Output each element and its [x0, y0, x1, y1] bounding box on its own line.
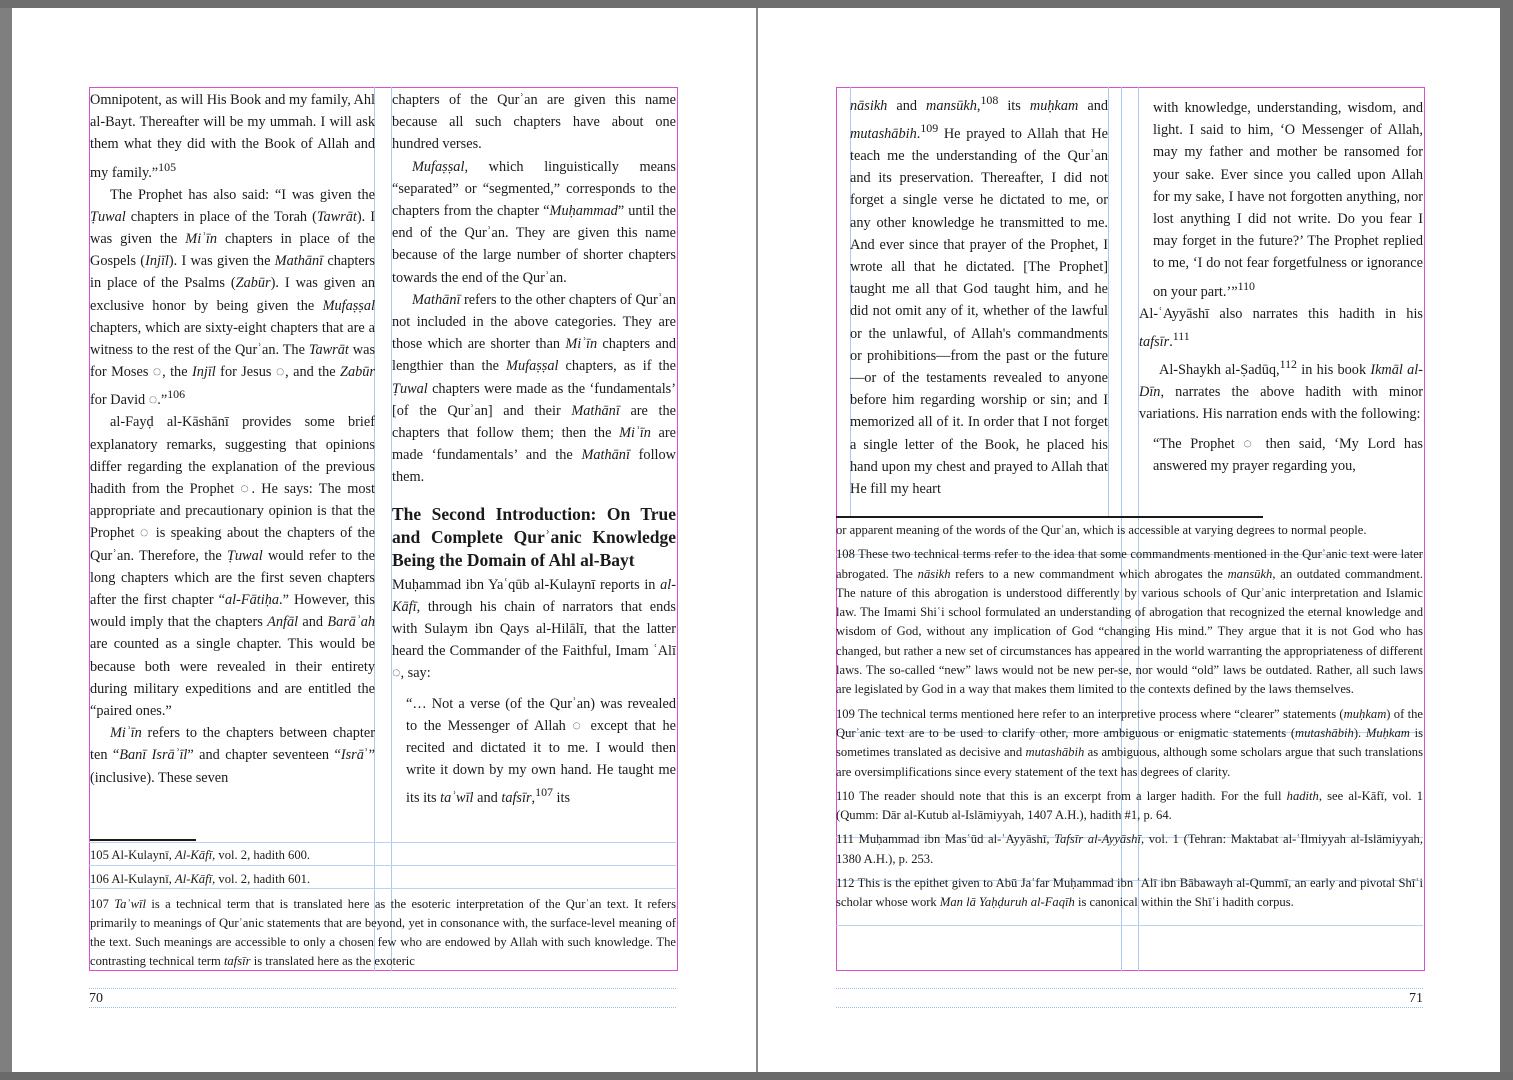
page-right: [758, 8, 1500, 1072]
page-number: 70: [89, 991, 103, 1006]
footnote: 109 The technical terms mentioned here refer to an interpretive process where “clearer” statements (muḥkam) of the Qurʾanic text are to be used to clarify other, more ambiguous or enigmatic statements (mutashābih). Muḥkam is sometimes translated as decisive and mutashābih as ambiguous, although some scholars argue that such translations are oversimplifications since every statement of the text has degrees of clarity.: [836, 706, 1423, 779]
section-heading: The Second Introduction: On True and Complete Qurʾanic Knowledge Being the Domain of Ahl al-Bayt: [392, 503, 676, 570]
footnote: 108 These two technical terms refer to the idea that some commandments mentioned in the Qurʾanic text were later abrogated. The nāsikh refers to a new commandment which abrogates the mansūkh, an outdated commandment. The nature of this abrogation is understood differently by various schools of Qurʾanic interpretation and Islamic law. The Imami Shiʿi school formulated an understanding of abrogation that recognized the eternal knowledge and wisdom of God, without any implication of God “changing His mind.” They argue that it is not God who has changed, but rather a new set of circumstances has appeared in the world warranting the appropriateness of different laws. The so-called “new” laws would not be new per-se, nor would “old” laws be outdated. Rather, all such laws are legislated by God in a way that makes them limited to the contexts defined by the laws themselves.: [836, 547, 1423, 697]
window-top-bar: [0, 0, 1513, 8]
footnote: 107 Taʾwīl is a technical term that is translated here as the esoteric interpretation of the Qurʾan text. It refers primarily to meanings of Qurʾanic statements that are beyond, yet in consonance with, the surface-level meaning of the text. Such meanings are accessible to only a chosen few who are endowed by Allah with such knowledge. The contrasting technical term tafsīr is translated here as the exoteric: [90, 896, 676, 969]
block-quote: with knowledge, understanding, wisdom, and light. I said to him, ‘O Messenger of Allah, may my father and mother be ransomed for your sake. Ever since you called upon Allah for my sake, I have not forgotten anything, nor lost anything I did not write. Do you fear I may forget in the future?’ The Prophet replied to me, ‘I do not fear forgetfulness or ignorance on your part.’”$^{110}$: [1153, 100, 1423, 300]
footnote: or apparent meaning of the words of the Qurʾan, which is accessible at varying degrees to normal people.: [836, 523, 1367, 537]
footnotes-right: [836, 521, 1423, 970]
page-number: 71: [1409, 991, 1423, 1006]
left-column-2: [392, 89, 676, 834]
status-bar: [0, 1072, 1513, 1080]
page-left: [12, 8, 756, 1072]
footnote: 110 The reader should note that this is an excerpt from a larger hadith. For the full hadith, see al-Kāfī, vol. 1 (Qumm: Dār al-Kutub al-Islāmiyyah, 1407 A.H.), hadith #1, p. 64.: [836, 788, 1423, 823]
paragraph: Omnipotent, as will His Book and my family, Ahl al-Bayt. Thereafter will be my ummah. I will ask them what they did with the Book of Allah and my family.”$^{105}$: [90, 92, 375, 181]
footnote: 106 Al-Kulaynī, Al-Kāfī, vol. 2, hadith 601.: [90, 872, 311, 887]
paragraph: Al-Shaykh al-Ṣadūq,$^{112}$ in his book Ikmāl al-Dīn, narrates the above hadith with minor variations. His narration ends with the following:: [1139, 356, 1423, 422]
paragraph: nāsikh and mansūkh,$^{108}$ its muḥkam and mutashābih.$^{109}$ He prayed to Allah that He teach me the understanding of the Qurʾan and its preservation. Thereafter, I did not forget a single verse he dictated to me, or any other knowledge he transmitted to me. And ever since that prayer of the Prophet, I wrote all that he dictated. [The Prophet] taught me all that God taught him, and he did not omit any of it, whether of the lawful or the unlawful, of Allah's commandments or prohibitions—from the past or the future—or of the testaments revealed to anyone before him regarding worship or sin; and I memorized all of it. In order that I not forget a single letter of the Book, he placed his hand upon my chest and prayed to Allah that He fill my heart: [850, 93, 1108, 497]
paragraph: Mathānī refers to the other chapters of Qurʾan not included in the above categories. They are those which are shorter than Miʾīn chapters and lengthier than the Mufaṣṣal chapters, as if the Ṭuwal chapters were made as the ‘fundamentals’ [of the Qurʾan] and their Mathānī are the chapters that follow them; then the Miʾīn are made ‘fundamentals’ and the Mathānī follow them.: [392, 291, 676, 486]
footnote: 105 Al-Kulaynī, Al-Kāfī, vol. 2, hadith 600.: [90, 848, 311, 862]
paragraph: Al-ʿAyyāshī also narrates this hadith in his tafsīr.$^{111}$: [1139, 305, 1423, 350]
paragraph: Muḥammad ibn Yaʿqūb al-Kulaynī reports in al-Kāfī, through his chain of narrators that ends with Sulaym ibn Qays al-Hilālī, that the latter heard the Commander of the Faithful, Imam ʿAlī ◌, say:: [392, 576, 676, 682]
block-quote: “… Not a verse (of the Qurʾan) was revealed to the Messenger of Allah ◌ except that he recited and dictated it to me. I would then write it down by my own hand. He taught me its its taʾwīl and tafsīr,$^{107}$ its: [406, 695, 676, 807]
folio-right: [836, 988, 1423, 1008]
baseline-guide: [89, 842, 676, 843]
folio-left: [89, 988, 676, 1008]
footnote: 111 Muḥammad ibn Masʿūd al-ʿAyyāshī, Tafsīr al-Ayyāshī, vol. 1 (Tehran: Maktabat al-ʿIlmiyyah al-Islāmiyyah, 1380 A.H.), p. 253.: [836, 832, 1423, 866]
pasteboard-edge: [1500, 8, 1513, 1072]
footnote-separator: [836, 516, 1263, 518]
footnote-separator: [90, 839, 196, 841]
right-column-2: [1139, 89, 1423, 514]
paragraph: Mufaṣṣal, which linguistically means “separated” or “segmented,” corresponds to the chapters from the chapter “Muḥammad” until the end of the Qurʾan. They are given this name because of the large number of shorter chapters towards the end of the Qurʾan.: [392, 158, 676, 286]
block-quote: “The Prophet ◌ then said, ‘My Lord has answered my prayer regarding you,: [1153, 436, 1423, 475]
paragraph: The Prophet has also said: “I was given the Ṭuwal chapters in place of the Torah (Tawrāt). I was given the Miʾīn chapters in place of the Gospels (Injīl). I was given the Mathānī chapters in place of the Psalms (Zabūr). I was given an exclusive honor by being given the Mufaṣṣal chapters, which are sixty-eight chapters that are a witness to the rest of the Qurʾan. The Tawrāt was for Moses ◌, the Injīl for Jesus ◌, and the Zabūr for David ◌.”$^{106}$: [90, 186, 375, 409]
footnotes-left: [90, 846, 676, 970]
right-column-1: [850, 89, 1108, 514]
left-column-1: [90, 89, 375, 834]
paragraph: al-Fayḍ al-Kāshānī provides some brief explanatory remarks, suggesting that opinions differ regarding the explanation of the previous hadith from the Prophet ◌. He says: The most appropriate and precautionary opinion is that the Prophet ◌ is speaking about the chapters of the Qurʾan. Therefore, the Ṭuwal would refer to the long chapters which are the first seven chapters after the first chapter “al-Fātiḥa.” However, this would imply that the chapters Anfāl and Barāʾah are counted as a single chapter. This would be because both were revealed in their entirety during military expeditions and are entitled the “paired ones.”: [90, 414, 375, 720]
footnote: 112 This is the epithet given to Abū Jaʿfar Muḥammad ibn ʿAlī ibn Bābawayh al-Qummī, an early and pivotal Shīʿi scholar whose work Man lā Yaḥḍuruh al-Faqīh is canonical within the Shīʿi hadith corpus.: [836, 876, 1423, 910]
paragraph: Miʾīn refers to the chapters between chapter ten “Banī Isrāʾīl” and chapter seventeen “Isrāʾ” (inclusive). These seven: [90, 725, 375, 786]
margin-guide: [1108, 87, 1109, 517]
paragraph: chapters of the Qurʾan are given this name because all such chapters have about one hundred verses.: [392, 92, 676, 153]
